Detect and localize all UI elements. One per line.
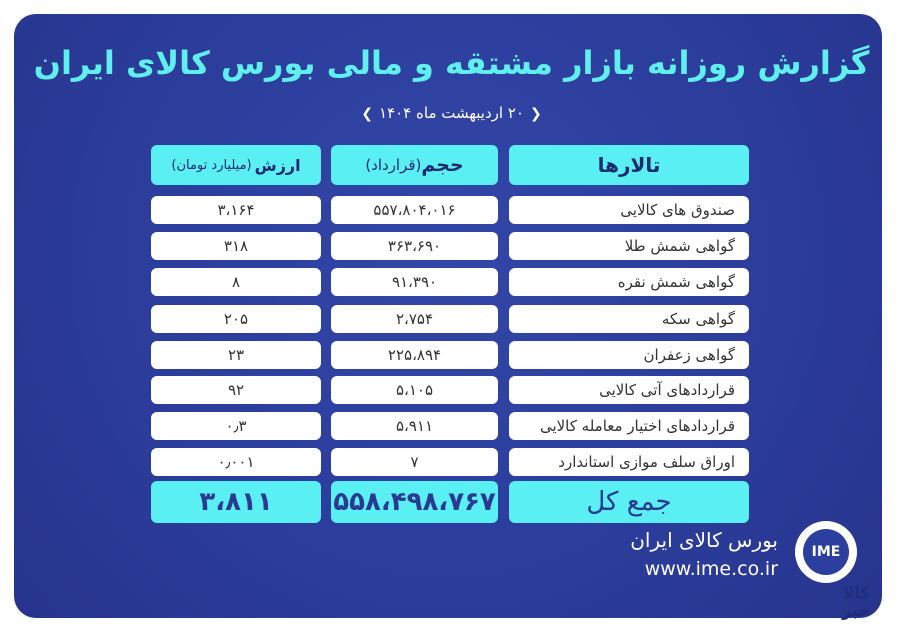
date-text: ۲۰ اردیبهشت ماه ۱۴۰۴ [379,104,524,122]
row-volume: ۵،۱۰۵ [331,376,498,404]
ime-logo-text: IME [803,529,849,575]
row-name: گواهی شمش طلا [509,232,749,260]
header-value [151,145,321,185]
row-name: قراردادهای اختیار معامله کالایی [509,412,749,440]
header-volume-label: حجم [421,154,464,176]
total-volume: ۵۵۸،۴۹۸،۷۶۷ [331,481,498,523]
row-value: ۲۳ [151,341,321,369]
row-name: اوراق سلف موازی استاندارد [509,448,749,476]
brand-bottom: خبر [841,601,870,620]
row-value: ۸ [151,268,321,296]
row-value: ۳۱۸ [151,232,321,260]
row-name: قراردادهای آتی کالایی [509,376,749,404]
website-link[interactable]: www.ime.co.ir [644,558,778,580]
row-value: ۲۰۵ [151,305,321,333]
header-value-unit: (میلیارد تومان) [171,157,252,173]
row-value: ۳،۱۶۴ [151,196,321,224]
total-value: ۳،۸۱۱ [151,481,321,523]
header-value-label: ارزش [254,155,301,175]
row-name: صندوق های کالایی [509,196,749,224]
header-volume [331,145,498,185]
header-halls: تالارها [509,145,749,185]
row-name: گواهی شمش نقره [509,268,749,296]
row-value: ۰٫۰۰۱ [151,448,321,476]
ime-logo-icon [795,521,857,583]
total-label: جمع کل [509,481,749,523]
kala-khabar-brand [826,584,886,628]
row-volume: ۲،۷۵۴ [331,305,498,333]
row-name: گواهی سکه [509,305,749,333]
row-volume: ۵۵۷،۸۰۴،۰۱۶ [331,196,498,224]
row-volume: ۹۱،۳۹۰ [331,268,498,296]
report-date [0,104,903,122]
row-volume: ۳۶۳،۶۹۰ [331,232,498,260]
row-value: ۹۲ [151,376,321,404]
row-value: ۰٫۳ [151,412,321,440]
row-volume: ۲۲۵،۸۹۴ [331,341,498,369]
header-volume-unit: (قرارداد) [365,156,422,174]
row-volume: ۷ [331,448,498,476]
row-name: گواهی زعفران [509,341,749,369]
brand-top: کالا [842,583,870,602]
org-name: بورس کالای ایران [630,528,778,552]
row-volume: ۵،۹۱۱ [331,412,498,440]
chevron-left-icon: ❮ [529,106,542,122]
chevron-right-icon: ❯ [361,106,374,122]
report-title: گزارش روزانه بازار مشتقه و مالی بورس کالای ایران [33,44,870,82]
